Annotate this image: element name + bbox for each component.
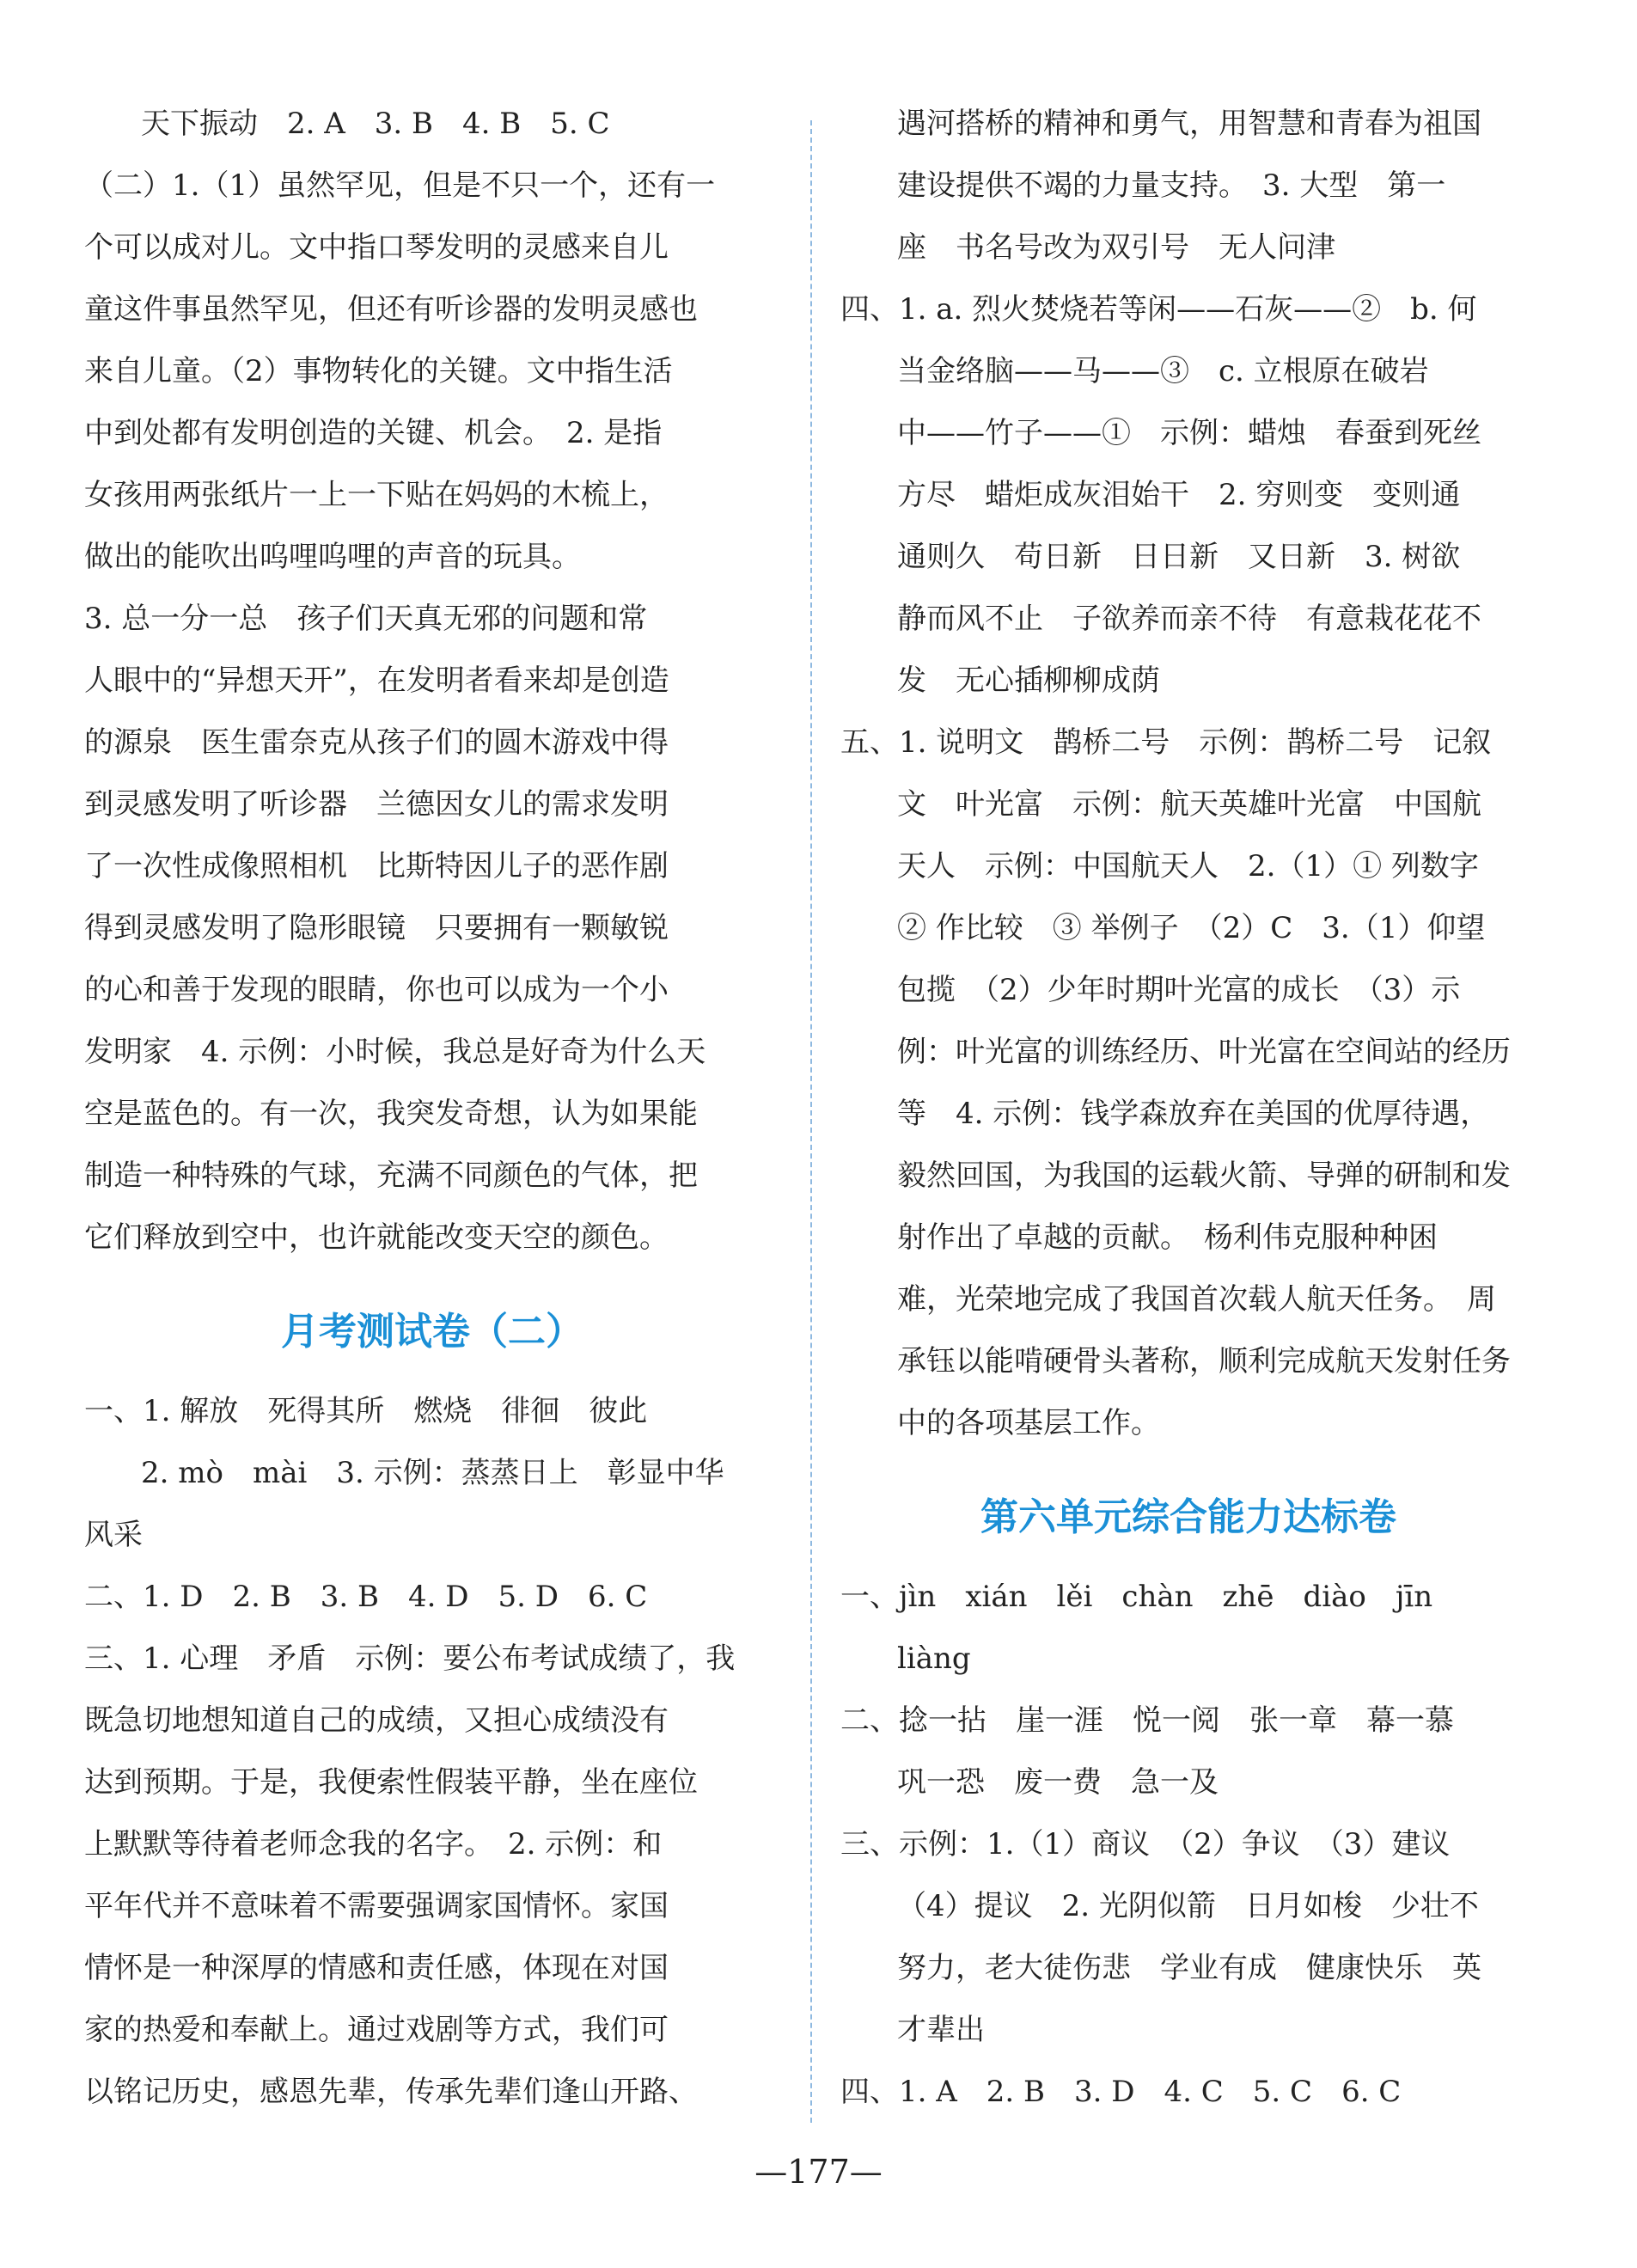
section-title: 月考测试卷（二）: [281, 1310, 583, 1354]
answer-line: 巩一恐 废一费 急一及: [897, 1765, 1219, 1800]
column-divider: [810, 120, 812, 2123]
answer-line: 平年代并不意味着不需要强调家国情怀。家国: [84, 1889, 669, 1923]
answer-line: 四、1. A 2. B 3. D 4. C 5. C 6. C: [840, 2075, 1402, 2109]
answer-line: 座 书名号改为双引号 无人问津: [897, 230, 1335, 265]
answer-line: 三、示例：1.（1）商议 （2）争议 （3）建议: [840, 1827, 1451, 1861]
answer-line: 一、jìn xián lěi chàn zhē diào jīn: [840, 1580, 1433, 1614]
answer-line: 承钰以能啃硬骨头著称，顺利完成航天发射任务: [897, 1344, 1511, 1379]
answer-line: 人眼中的“异想天开”，在发明者看来却是创造: [84, 663, 669, 698]
answer-line: 发明家 4. 示例：小时候，我总是好奇为什么天: [84, 1035, 706, 1069]
answer-line: 的心和善于发现的眼睛，你也可以成为一个小: [84, 973, 669, 1007]
answer-line: 难，光荣地完成了我国首次载人航天任务。 周: [897, 1282, 1496, 1317]
answer-line: （二）1.（1）虽然罕见，但是不只一个，还有一: [84, 168, 716, 203]
page-number: —177—: [754, 2153, 883, 2191]
answer-line: 了一次性成像照相机 比斯特因儿子的恶作剧: [84, 849, 669, 883]
answer-line: 二、1. D 2. B 3. B 4. D 5. D 6. C: [84, 1580, 648, 1614]
answer-line: 四、1. a. 烈火焚烧若等闲——石灰——② b. 何: [840, 292, 1477, 327]
answer-line: 以铭记历史，感恩先辈，传承先辈们逢山开路、: [84, 2075, 698, 2109]
answer-line: 既急切地想知道自己的成绩，又担心成绩没有: [84, 1703, 669, 1738]
answer-line: 制造一种特殊的气球，充满不同颜色的气体，把: [84, 1158, 698, 1193]
answer-line: 它们释放到空中，也许就能改变天空的颜色。: [84, 1220, 669, 1255]
answer-line: 毅然回国，为我国的运载火箭、导弹的研制和发: [897, 1158, 1511, 1193]
answer-line: 例：叶光富的训练经历、叶光富在空间站的经历: [897, 1035, 1511, 1069]
answer-line: 五、1. 说明文 鹊桥二号 示例：鹊桥二号 记叙: [840, 725, 1492, 760]
answer-line: 遇河搭桥的精神和勇气，用智慧和青春为祖国: [897, 107, 1481, 141]
answer-line: ② 作比较 ③ 举例子 （2）C 3.（1）仰望: [897, 911, 1486, 945]
answer-line: 3. 总一分一总 孩子们天真无邪的问题和常: [84, 602, 648, 636]
answer-line: 三、1. 心理 矛盾 示例：要公布考试成绩了，我: [84, 1641, 736, 1676]
answer-line: 风采: [84, 1518, 143, 1552]
answer-line: 家的热爱和奉献上。通过戏剧等方式，我们可: [84, 2013, 669, 2047]
answer-line: 个可以成对儿。文中指口琴发明的灵感来自儿: [84, 230, 669, 265]
answer-line: liàng: [897, 1641, 971, 1676]
answer-line: 中到处都有发明创造的关键、机会。 2. 是指: [84, 416, 663, 450]
answer-line: 当金络脑——马——③ c. 立根原在破岩: [897, 354, 1429, 388]
answer-line: 做出的能吹出呜哩呜哩的声音的玩具。: [84, 540, 581, 574]
answer-line: 射作出了卓越的贡献。 杨利伟克服种种困: [897, 1220, 1438, 1255]
answer-line: 上默默等待着老师念我的名字。 2. 示例：和: [84, 1827, 663, 1861]
answer-line: 静而风不止 子欲养而亲不待 有意栽花花不: [897, 602, 1481, 636]
answer-line: 中的各项基层工作。: [897, 1406, 1160, 1440]
answer-line: 一、1. 解放 死得其所 燃烧 徘徊 彼此: [84, 1394, 648, 1428]
answer-line: （4）提议 2. 光阴似箭 日月如梭 少壮不: [897, 1889, 1479, 1923]
answer-line: 才辈出: [897, 2013, 985, 2047]
answer-line: 努力，老大徒伤悲 学业有成 健康快乐 英: [897, 1951, 1481, 1985]
answer-line: 空是蓝色的。有一次，我突发奇想，认为如果能: [84, 1097, 698, 1131]
answer-line: 通则久 苟日新 日日新 又日新 3. 树欲: [897, 540, 1461, 574]
answer-line: 文 叶光富 示例：航天英雄叶光富 中国航: [897, 787, 1481, 822]
answer-line: 得到灵感发明了隐形眼镜 只要拥有一颗敏锐: [84, 911, 669, 945]
answer-line: 天人 示例：中国航天人 2.（1）① 列数字: [897, 849, 1479, 883]
answer-line: 情怀是一种深厚的情感和责任感，体现在对国: [84, 1951, 669, 1985]
answer-line: 中——竹子——① 示例：蜡烛 春蚕到死丝: [897, 416, 1481, 450]
answer-line: 达到预期。于是，我便索性假装平静，坐在座位: [84, 1765, 698, 1800]
answer-line: 方尽 蜡炬成灰泪始干 2. 穷则变 变则通: [897, 478, 1461, 512]
answer-line: 女孩用两张纸片一上一下贴在妈妈的木梳上，: [84, 478, 669, 512]
answer-line: 二、捻一拈 崖一涯 悦一阅 张一章 幕一慕: [840, 1703, 1454, 1738]
right-column: [840, 96, 1536, 2126]
answer-line: 童这件事虽然罕见，但还有听诊器的发明灵感也: [84, 292, 698, 327]
answer-line: 建设提供不竭的力量支持。 3. 大型 第一: [897, 168, 1446, 203]
answer-line: 天下振动 2. A 3. B 4. B 5. C: [141, 107, 610, 141]
answer-line: 包揽 （2）少年时期叶光富的成长 （3）示: [897, 973, 1461, 1007]
answer-line: 来自儿童。（2）事物转化的关键。文中指生活: [84, 354, 673, 388]
answer-line: 等 4. 示例：钱学森放弃在美国的优厚待遇，: [897, 1097, 1490, 1131]
answer-line: 2. mò mài 3. 示例：蒸蒸日上 彰显中华: [141, 1456, 724, 1490]
section-title: 第六单元综合能力达标卷: [980, 1495, 1396, 1539]
answer-line: 的源泉 医生雷奈克从孩子们的圆木游戏中得: [84, 725, 669, 760]
left-column: [84, 96, 780, 2126]
answer-line: 到灵感发明了听诊器 兰德因女儿的需求发明: [84, 787, 669, 822]
answer-line: 发 无心插柳柳成荫: [897, 663, 1160, 698]
